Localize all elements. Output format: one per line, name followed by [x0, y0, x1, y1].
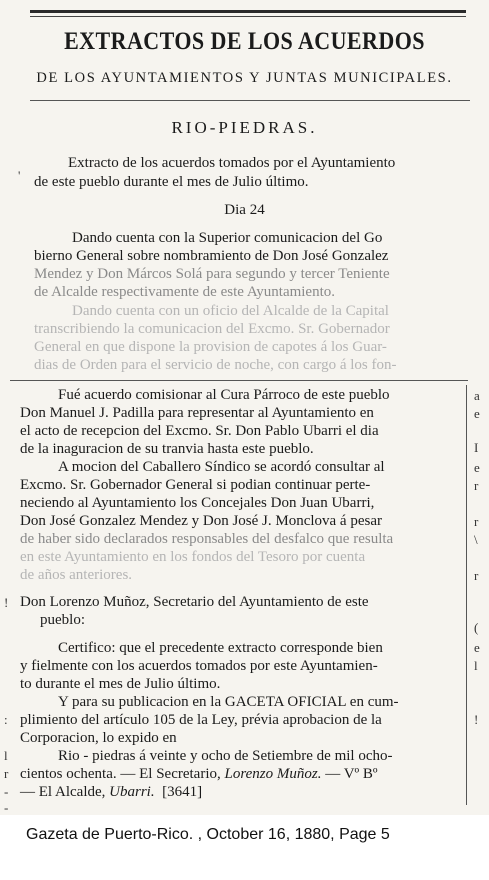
left-margin-char: l: [4, 748, 8, 763]
para1-line-2: bierno General sobre nombramiento de Don José Gonzalez: [34, 248, 389, 264]
para3-line-4: de la inaguracion de su tranvia hasta este pueblo.: [20, 441, 314, 457]
alcalde-name: Ubarri.: [109, 784, 155, 800]
alcalde-prefix: — El Alcalde,: [20, 784, 106, 800]
para3-line-3: el acto de recepcion del Excmo. Sr. Don Pablo Ubarri el dia: [20, 423, 379, 439]
para4-line-4: Don José Gonzalez Mendez y Don José J. Monclova á pesar: [20, 513, 382, 529]
column-rule: [466, 385, 467, 805]
section-subtitle: DE LOS AYUNTAMIENTOS Y JUNTAS MUNICIPALES.: [36, 70, 453, 86]
signature-line: [20, 783, 202, 801]
para2-line-3: General en que dispone la provision de capotes á los Guar-: [34, 339, 387, 355]
right-margin-char: e: [474, 406, 480, 421]
intro-line-2: de este pueblo durante el mes de Julio último.: [34, 174, 309, 190]
right-margin-char: \: [474, 532, 478, 547]
para2-line-2: transcribiendo la comunicacion del Excmo. Sr. Gobernador: [34, 321, 390, 337]
right-margin-char: r: [474, 568, 479, 583]
reference-number: [3641]: [162, 784, 203, 800]
para4-line-2: Excmo. Sr. Gobernador General si podian continuar perte-: [20, 477, 371, 493]
right-margin-char: e: [474, 460, 480, 475]
right-margin-char: l: [474, 658, 478, 673]
para2-line-1: Dando cuenta con un oficio del Alcalde de la Capital: [72, 303, 389, 319]
para4-line-5: de haber sido declarados responsables del desfalco que resulta: [20, 531, 394, 547]
para4-line-1: A mocion del Caballero Síndico se acordó consultar al: [58, 459, 385, 475]
secretary-name: Lorenzo Muñoz.: [224, 766, 322, 782]
image-caption: Gazeta de Puerto-Rico. , October 16, 1880, Page 5: [26, 826, 390, 843]
para7-line-5-text: cientos ochenta. — El Secretario,: [20, 766, 221, 782]
left-margin-char: :: [4, 712, 8, 727]
top-rule: [30, 10, 466, 13]
right-margin-char: (: [474, 620, 479, 635]
para4-line-3: neciendo al Ayuntamiento los Concejales Don Juan Ubarri,: [20, 495, 375, 511]
para3-line-2: Don Manuel J. Padilla para representar al Ayuntamiento en: [20, 405, 374, 421]
para7-line-4: Rio - piedras á veinte y ocho de Setiembre de mil ocho-: [58, 748, 393, 764]
para7-line-2: plimiento del artículo 105 de la Ley, prévia aprobacion de la: [20, 712, 382, 728]
para2-line-4: dias de Orden para el servicio de noche, con cargo á los fon-: [34, 357, 397, 373]
para6-line-3: to durante el mes de Julio último.: [20, 676, 221, 692]
para1-line-3: Mendez y Don Márcos Solá para segundo y tercer Teniente: [34, 266, 390, 282]
day-heading: Dia 24: [224, 202, 265, 218]
para7-line-1: Y para su publicacion en la GACETA OFICIAL en cum-: [58, 694, 399, 710]
para1-line-4: de Alcalde respectivamente de este Ayuntamiento.: [34, 284, 336, 300]
left-margin-char: -: [4, 800, 9, 815]
right-margin-char: e: [474, 640, 480, 655]
right-margin-char: I: [474, 440, 479, 455]
top-thin-rule: [30, 16, 466, 17]
vb-mark: — Vº Bº: [325, 766, 378, 782]
para5-line-1: Don Lorenzo Muñoz, Secretario del Ayuntamiento de este: [20, 594, 369, 610]
left-margin-char: ': [18, 168, 21, 183]
clipping-seam: [10, 380, 468, 381]
section-title: EXTRACTOS DE LOS ACUERDOS: [64, 28, 425, 55]
para1-line-1: Dando cuenta con la Superior comunicacion del Go: [72, 230, 383, 246]
intro-line-1: Extracto de los acuerdos tomados por el Ayuntamiento: [68, 155, 396, 171]
right-margin-char: !: [474, 712, 479, 727]
para3-line-1: Fué acuerdo comisionar al Cura Párroco de este pueblo: [58, 387, 390, 403]
para4-line-7: de años anteriores.: [20, 567, 133, 583]
left-margin-char: -: [4, 784, 9, 799]
left-margin-char: r: [4, 766, 9, 781]
para5-line-2: pueblo:: [40, 612, 85, 628]
divider-rule: [30, 100, 470, 101]
left-margin-char: !: [4, 595, 9, 610]
para4-line-6: en este Ayuntamiento en los fondos del Tesoro por cuenta: [20, 549, 366, 565]
para7-line-5: [20, 765, 378, 783]
place-heading: RIO-PIEDRAS.: [171, 118, 318, 137]
right-margin-char: a: [474, 388, 480, 403]
para7-line-3: Corporacion, lo expido en: [20, 730, 177, 746]
right-margin-char: r: [474, 478, 479, 493]
right-margin-char: r: [474, 514, 479, 529]
para6-line-2: y fielmente con los acuerdos tomados por este Ayuntamien-: [20, 658, 378, 674]
para6-line-1: Certifico: que el precedente extracto corresponde bien: [58, 640, 383, 656]
